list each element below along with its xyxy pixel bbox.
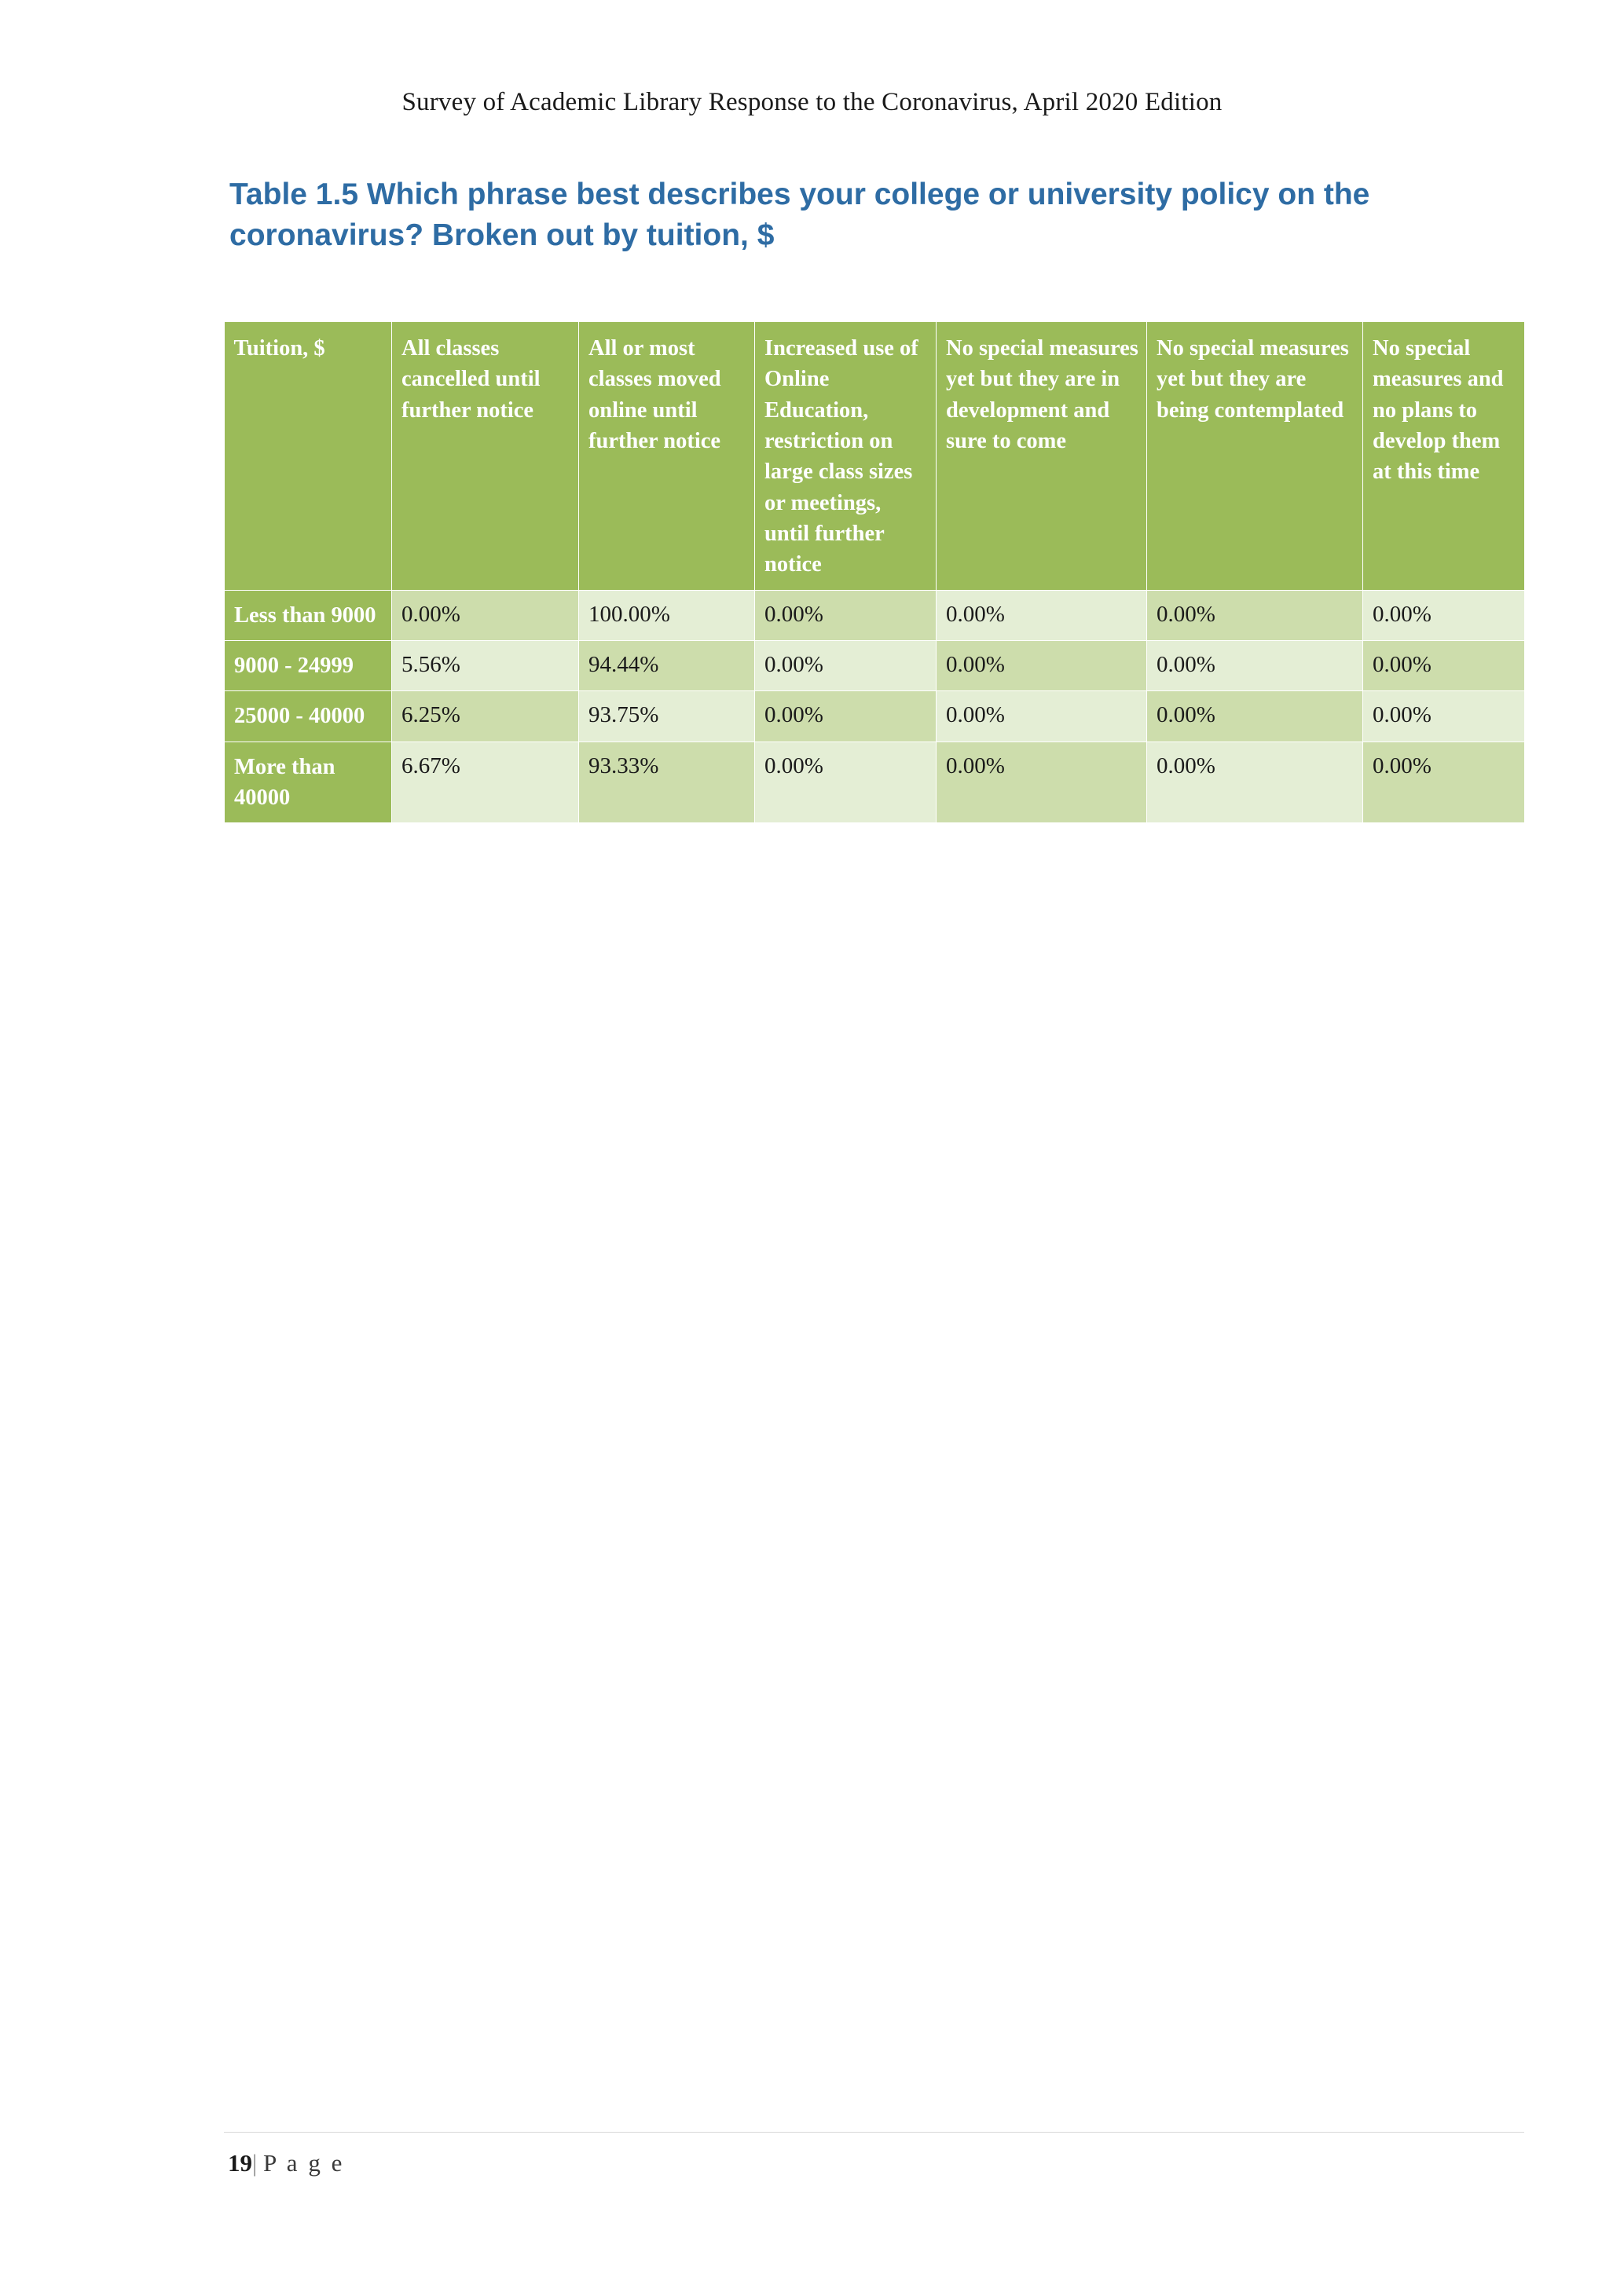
table-row xyxy=(225,640,1525,690)
table-cell: 0.00% xyxy=(755,640,937,690)
table-cell: 0.00% xyxy=(937,590,1147,640)
row-header: More than 40000 xyxy=(225,742,392,823)
table-cell: 0.00% xyxy=(1147,742,1363,823)
table-cell: 0.00% xyxy=(1363,590,1525,640)
table-cell: 0.00% xyxy=(1363,691,1525,742)
column-header-no-measures-in-development: No special measures yet but they are in development and sure to come xyxy=(937,322,1147,590)
footer-page-word: P a g e xyxy=(262,2149,345,2177)
table-cell: 0.00% xyxy=(1147,691,1363,742)
table-row xyxy=(225,742,1525,823)
column-header-classes-moved-online: All or most classes moved online until further notice xyxy=(579,322,755,590)
column-header-no-measures-no-plans: No special measures and no plans to develop them at this time xyxy=(1363,322,1525,590)
running-header: Survey of Academic Library Response to the Coronavirus, April 2020 Edition xyxy=(401,88,1223,116)
table-cell: 0.00% xyxy=(937,742,1147,823)
table-cell: 93.33% xyxy=(579,742,755,823)
footer-separator: | xyxy=(252,2149,258,2177)
table-cell: 6.25% xyxy=(392,691,579,742)
column-header-all-classes-cancelled: All classes cancelled until further notice xyxy=(392,322,579,590)
table-cell: 100.00% xyxy=(579,590,755,640)
page-footer xyxy=(228,2149,344,2177)
table-cell: 93.75% xyxy=(579,691,755,742)
row-header: 25000 - 40000 xyxy=(225,691,392,742)
column-header-no-measures-contemplated: No special measures yet but they are being contemplated xyxy=(1147,322,1363,590)
table-row xyxy=(225,590,1525,640)
data-table xyxy=(224,322,1525,823)
table-cell: 5.56% xyxy=(392,640,579,690)
table-cell: 0.00% xyxy=(1147,590,1363,640)
row-header: Less than 9000 xyxy=(225,590,392,640)
table-cell: 0.00% xyxy=(937,640,1147,690)
page-title: Table 1.5 Which phrase best describes your college or university policy on the coronavirus? Broken out by tuition, $ xyxy=(229,178,1370,252)
table-cell: 0.00% xyxy=(1363,640,1525,690)
table-cell: 0.00% xyxy=(937,691,1147,742)
table-row xyxy=(225,691,1525,742)
column-header-tuition: Tuition, $ xyxy=(225,322,392,590)
table-cell: 94.44% xyxy=(579,640,755,690)
column-header-increased-online-education: Increased use of Online Education, restriction on large class sizes or meetings, until further notice xyxy=(755,322,937,590)
table-cell: 0.00% xyxy=(1363,742,1525,823)
table-cell: 6.67% xyxy=(392,742,579,823)
table-cell: 0.00% xyxy=(755,742,937,823)
table-header-row xyxy=(225,322,1525,590)
table-cell: 0.00% xyxy=(392,590,579,640)
table-cell: 0.00% xyxy=(755,691,937,742)
row-header: 9000 - 24999 xyxy=(225,640,392,690)
table-cell: 0.00% xyxy=(1147,640,1363,690)
footer-page-number: 19 xyxy=(228,2149,252,2177)
footer-divider xyxy=(224,2132,1524,2133)
table-cell: 0.00% xyxy=(755,590,937,640)
